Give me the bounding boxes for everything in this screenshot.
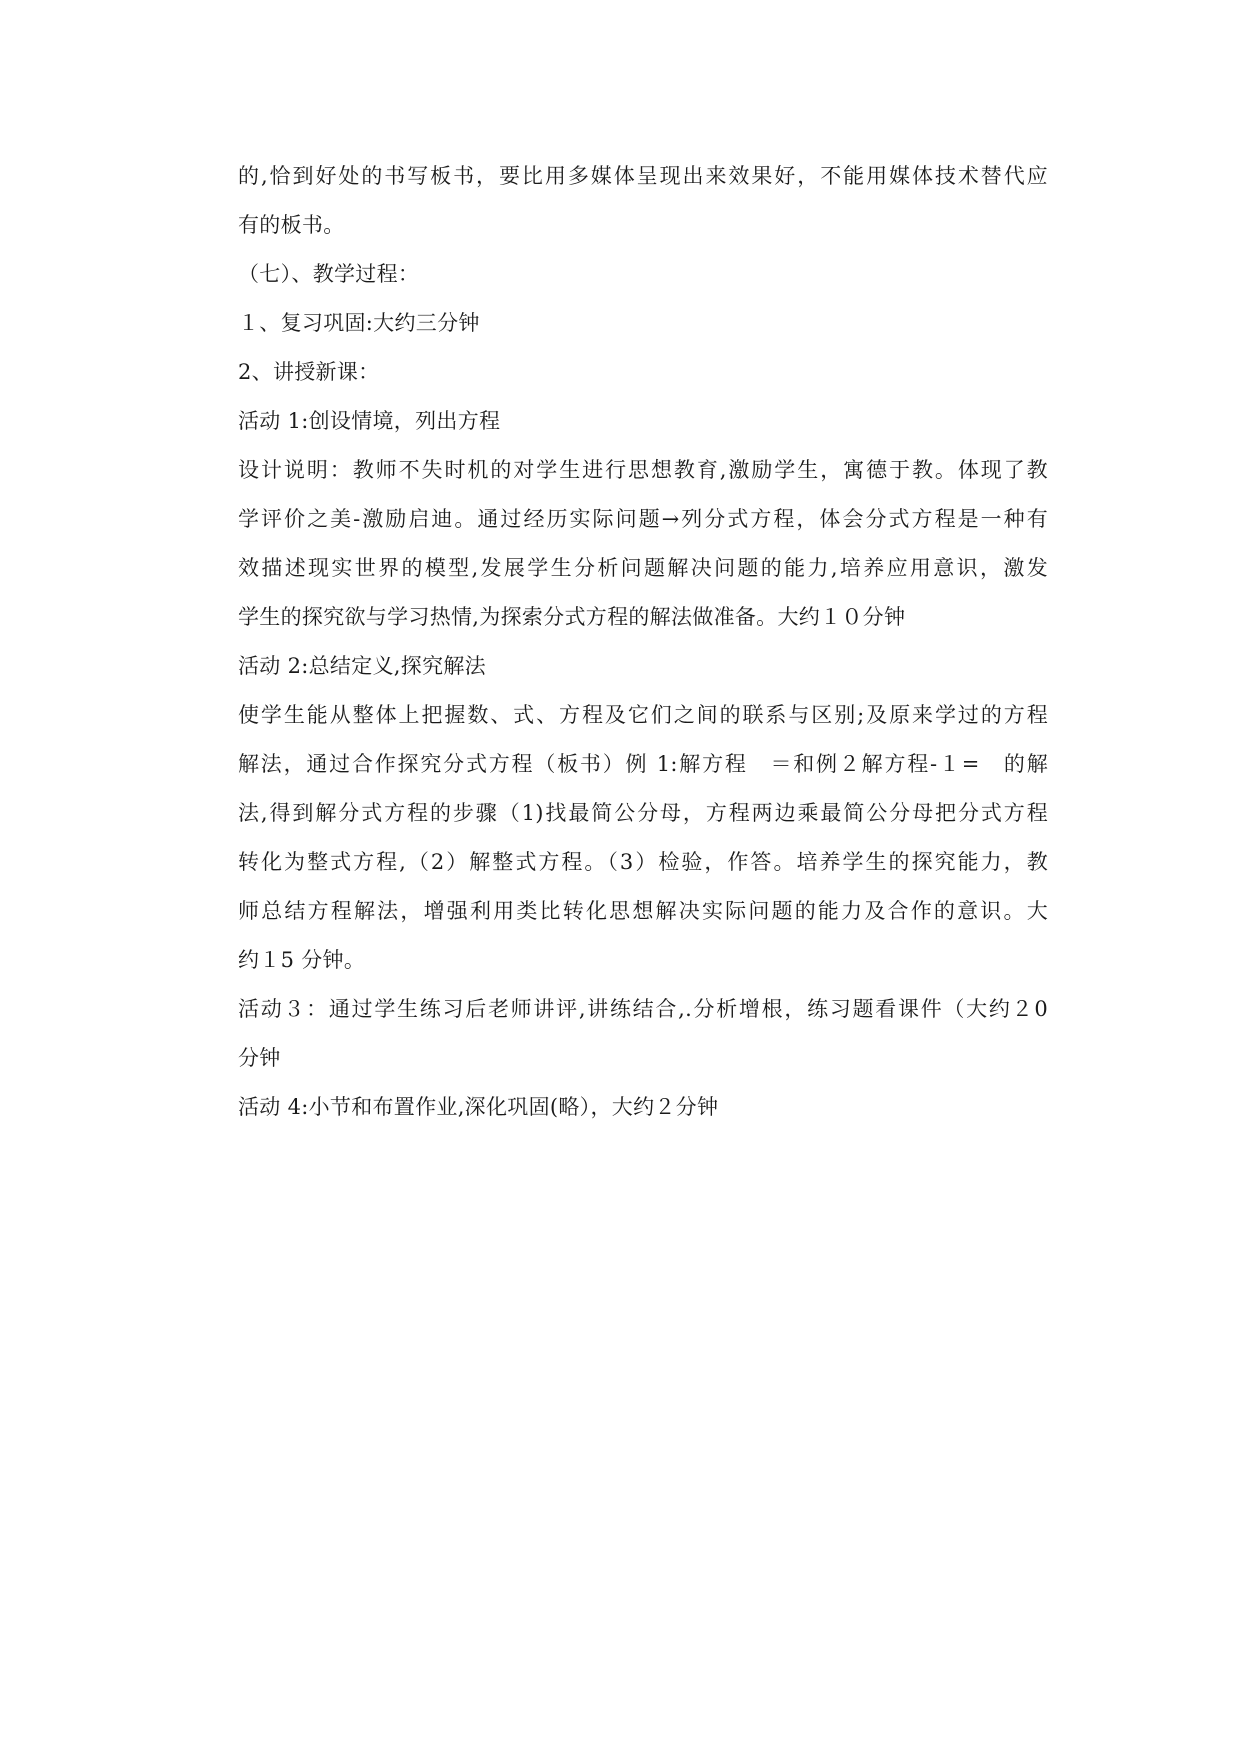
text-line: 转化为整式方程,（2）解整式方程。（3）检验，作答。培养学生的探究能力，教 (238, 850, 1048, 874)
text-line: 效描述现实世界的模型,发展学生分析问题解决问题的能力,培养应用意识，激发 (238, 556, 1048, 580)
document-body (238, 152, 1048, 1132)
text-line: 学生的探究欲与学习热情,为探索分式方程的解法做准备。大约１０分钟 (238, 605, 906, 629)
text-line: 使学生能从整体上把握数、式、方程及它们之间的联系与区别;及原来学过的方程 (238, 703, 1048, 727)
text-line: 有的板书。 (238, 213, 345, 237)
text-line: 约１5 分钟。 (238, 948, 366, 972)
text-line: １、复习巩固:大约三分钟 (238, 311, 480, 335)
text-line: 分钟 (238, 1046, 281, 1070)
text-line: 师总结方程解法，增强利用类比转化思想解决实际问题的能力及合作的意识。大 (238, 899, 1048, 923)
activity-title: 活动３：通过学生练习后老师讲评,讲练结合,.分析增根，练习题看课件（大约２0 (238, 997, 1048, 1021)
text-line: 解法，通过合作探究分式方程（板书）例 1:解方程 ＝和例２解方程-１= 的解 (238, 752, 1048, 776)
activity-title: 活动 4:小节和布置作业,深化巩固(略），大约２分钟 (238, 1095, 719, 1119)
text-line: 设计说明：教师不失时机的对学生进行思想教育,激励学生，寓德于教。体现了教 (238, 458, 1048, 482)
activity-title: 活动 2:总结定义,探究解法 (238, 654, 486, 678)
text-line: 法,得到解分式方程的步骤（1)找最简公分母，方程两边乘最简公分母把分式方程 (238, 801, 1048, 825)
text-line: 2、讲授新课： (238, 360, 380, 384)
activity-title: 活动 1:创设情境，列出方程 (238, 409, 501, 433)
text-line: 学评价之美-激励启迪。通过经历实际问题→列分式方程，体会分式方程是一种有 (238, 507, 1048, 531)
text-line: 的,恰到好处的书写板书，要比用多媒体呈现出来效果好，不能用媒体技术替代应 (238, 164, 1048, 188)
section-heading: （七）、教学过程： (238, 262, 420, 286)
